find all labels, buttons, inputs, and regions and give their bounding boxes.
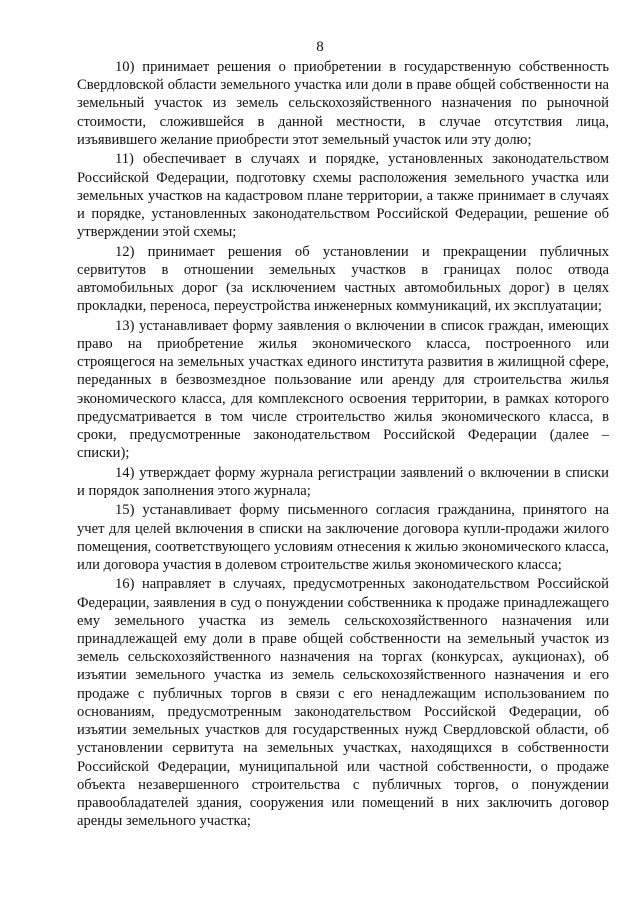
- paragraph-item-12: 12) принимает решения об установлении и прекращении публичных сервитутов в отношении земельных участков в границах полос отвода автомобильных дорог (за исключением частных автомобильных дорог) в целях прокладки, переноса, переустройства инженерных коммуникаций, их эксплуатации;: [77, 243, 609, 315]
- document-body: [77, 58, 609, 832]
- paragraph-item-13: 13) устанавливает форму заявления о включении в список граждан, имеющих право на приобретение жилья экономического класса, построенного или строящегося на земельных участках единого института развития в жилищной сфере, переданных в безвозмездное пользование или аренду для строительства жилья экономического класса, для комплексного освоения территории, в рамках которого предусматривается в том числе строительство жилья экономического класса, в сроки, предусмотренные законодательством Российской Федерации (далее – списки);: [77, 317, 609, 462]
- paragraph-item-10: 10) принимает решения о приобретении в государственную собственность Свердловской области земельного участка или доли в праве общей собственности на земельный участок из земель сельскохозяйственного назначения по рыночной стоимости, сложившейся в данной местности, в случае отсутствия лица, изъявившего желание приобрести этот земельный участок или эту долю;: [77, 59, 609, 148]
- page-number: 8: [316, 39, 324, 55]
- paragraph-item-14: 14) утверждает форму журнала регистрации заявлений о включении в списки и порядок заполнения этого журнала;: [77, 464, 609, 499]
- paragraph-item-15: 15) устанавливает форму письменного согласия гражданина, принятого на учет для целей включения в списки на заключение договора купли-продажи жилого помещения, соответствующего условиям отнесения к жилью экономического класса, или договора участия в долевом строительстве жилья экономического класса;: [77, 502, 609, 573]
- paragraph-item-16: 16) направляет в случаях, предусмотренных законодательством Российской Федерации, заявления в суд о понуждении собственника к продаже принадлежащего ему земельного участка из земель сельскохозяйственного назначения или принадлежащей ему доли в праве общей собственности на земельный участок из земель сельскохозяйственного назначения на торгах (конкурсах, аукционах), об изъятии земельного участка из земель сельскохозяйственного назначения и его продаже с публичных торгов в связи с его ненадлежащим использованием по основаниям, предусмотренным законодательством Российской Федерации, об изъятии земельных участков для государственных нужд Свердловской области, об установлении сервитута на земельных участках, находящихся в собственности Российской Федерации, муниципальной или частной собственности, о продаже объекта незавершенного строительства с публичных торгов, о понуждении правообладателей здания, сооружения или помещений в них заключить договор аренды земельного участка;: [77, 576, 609, 830]
- paragraph-item-11: 11) обеспечивает в случаях и порядке, установленных законодательством Российской Федерации, подготовку схемы расположения земельного участка или земельных участков на кадастровом плане территории, а также принимает в случаях и порядке, установленных законодательством Российской Федерации, решение об утверждении этой схемы;: [77, 151, 609, 241]
